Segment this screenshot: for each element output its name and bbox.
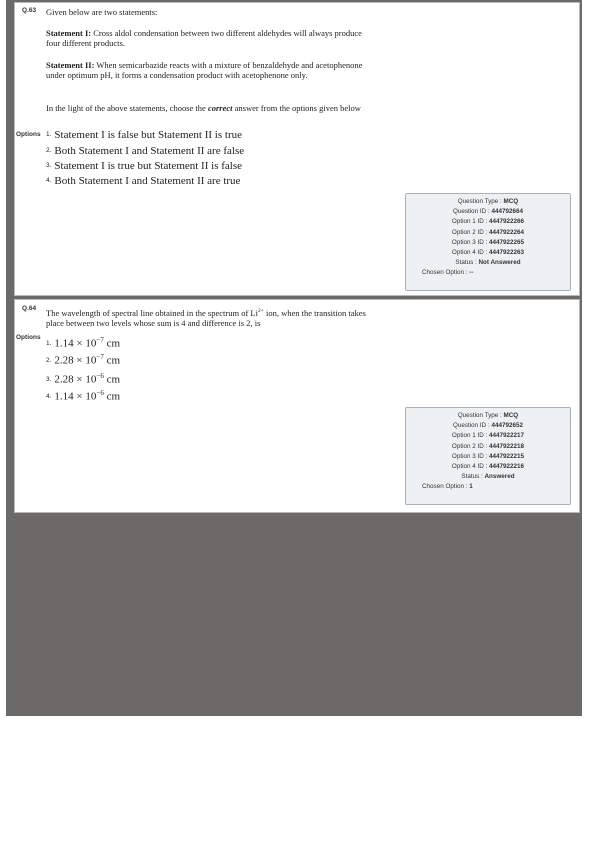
option-number: 1.: [46, 131, 52, 138]
option-4[interactable]: 4. $1.14 \times 10^{-6}$ cm: [46, 389, 121, 403]
info-option-1-id: Option 1 ID : 4447922217: [451, 432, 525, 440]
options-label: Options: [16, 334, 41, 341]
info-question-type: Question Type : MCQ: [457, 412, 519, 419]
option-1[interactable]: [46, 128, 242, 142]
statement-1-label: Statement I:: [46, 28, 92, 38]
info-option-2-id: Option 2 ID : 4447922264: [451, 228, 525, 236]
question-text: [46, 306, 376, 328]
info-question-type: Question Type : MCQ: [457, 198, 519, 205]
options-label: Options: [16, 131, 41, 138]
option-text: Both Statement I and Statement II are false: [54, 145, 245, 157]
info-chosen-option: Chosen Option : --: [422, 269, 474, 277]
statement-1-text: Cross aldol condensation between two different aldehydes will always produce four different products.: [46, 28, 362, 48]
statement-2-text: When semicarbazide reacts with a mixture of benzaldehyde and acetophenone under optimum pH, it forms a condensation product with acetophenone only.: [46, 60, 363, 80]
info-option-1-id: Option 1 ID : 4447922266: [451, 218, 525, 226]
option-4[interactable]: [46, 174, 240, 188]
question-card-64: [14, 299, 580, 513]
question-text-end: ion, when the transition takes place between two levels whose sum is 4 and difference is 2, is: [46, 307, 366, 328]
question-intro: Given below are two statements:: [46, 7, 158, 17]
question-number: Q.63: [22, 7, 37, 14]
info-chosen-option: Chosen Option : 1: [422, 483, 473, 491]
info-option-3-id: Option 3 ID : 4447922215: [451, 452, 525, 460]
info-status: Status : Answered: [461, 473, 515, 481]
instruction-text-end: answer from the options given below: [234, 103, 361, 113]
option-number: 2.: [46, 147, 52, 154]
ion-formula: $Li^{2+}$: [250, 307, 264, 318]
info-question-id: Question ID : 444792652: [452, 422, 524, 430]
question-info-panel: [405, 407, 571, 505]
info-option-3-id: Option 3 ID : 4447922265: [451, 238, 525, 246]
option-1[interactable]: 1. $1.14 \times 10^{-7}$ cm: [46, 336, 121, 350]
question-text-start: The wavelength of spectral line obtained in the spectrum of: [46, 307, 249, 318]
info-option-4-id: Option 4 ID : 4447922263: [451, 249, 525, 257]
instruction-text: In the light of the above statements, choose the: [46, 103, 206, 113]
info-question-id: Question ID : 444792664: [452, 208, 524, 216]
option-2[interactable]: 2. $2.28 \times 10^{-7}$ cm: [46, 353, 121, 367]
option-2[interactable]: [46, 144, 244, 158]
option-text: Statement I is false but Statement II is true: [54, 129, 242, 141]
question-instruction: [46, 103, 376, 113]
option-text: Statement I is true but Statement II is false: [54, 160, 242, 172]
question-card-63: [14, 2, 580, 296]
option-number: 3.: [46, 162, 52, 169]
info-status: Status : Not Answered: [455, 259, 521, 267]
info-option-4-id: Option 4 ID : 4447922216: [451, 463, 525, 471]
info-option-2-id: Option 2 ID : 4447922218: [451, 442, 525, 450]
option-text: Both Statement I and Statement II are true: [54, 175, 241, 187]
instruction-emphasis: correct: [207, 103, 233, 113]
option-3[interactable]: 3. $2.28 \times 10^{-6}$ cm: [46, 372, 121, 386]
option-number: 4.: [46, 177, 52, 184]
question-number: Q.64: [22, 305, 37, 312]
option-3[interactable]: [46, 159, 242, 173]
statement-2-label: Statement II:: [46, 60, 95, 70]
question-info-panel: [405, 193, 571, 291]
statement-2: [46, 60, 376, 80]
statement-1: [46, 28, 376, 48]
